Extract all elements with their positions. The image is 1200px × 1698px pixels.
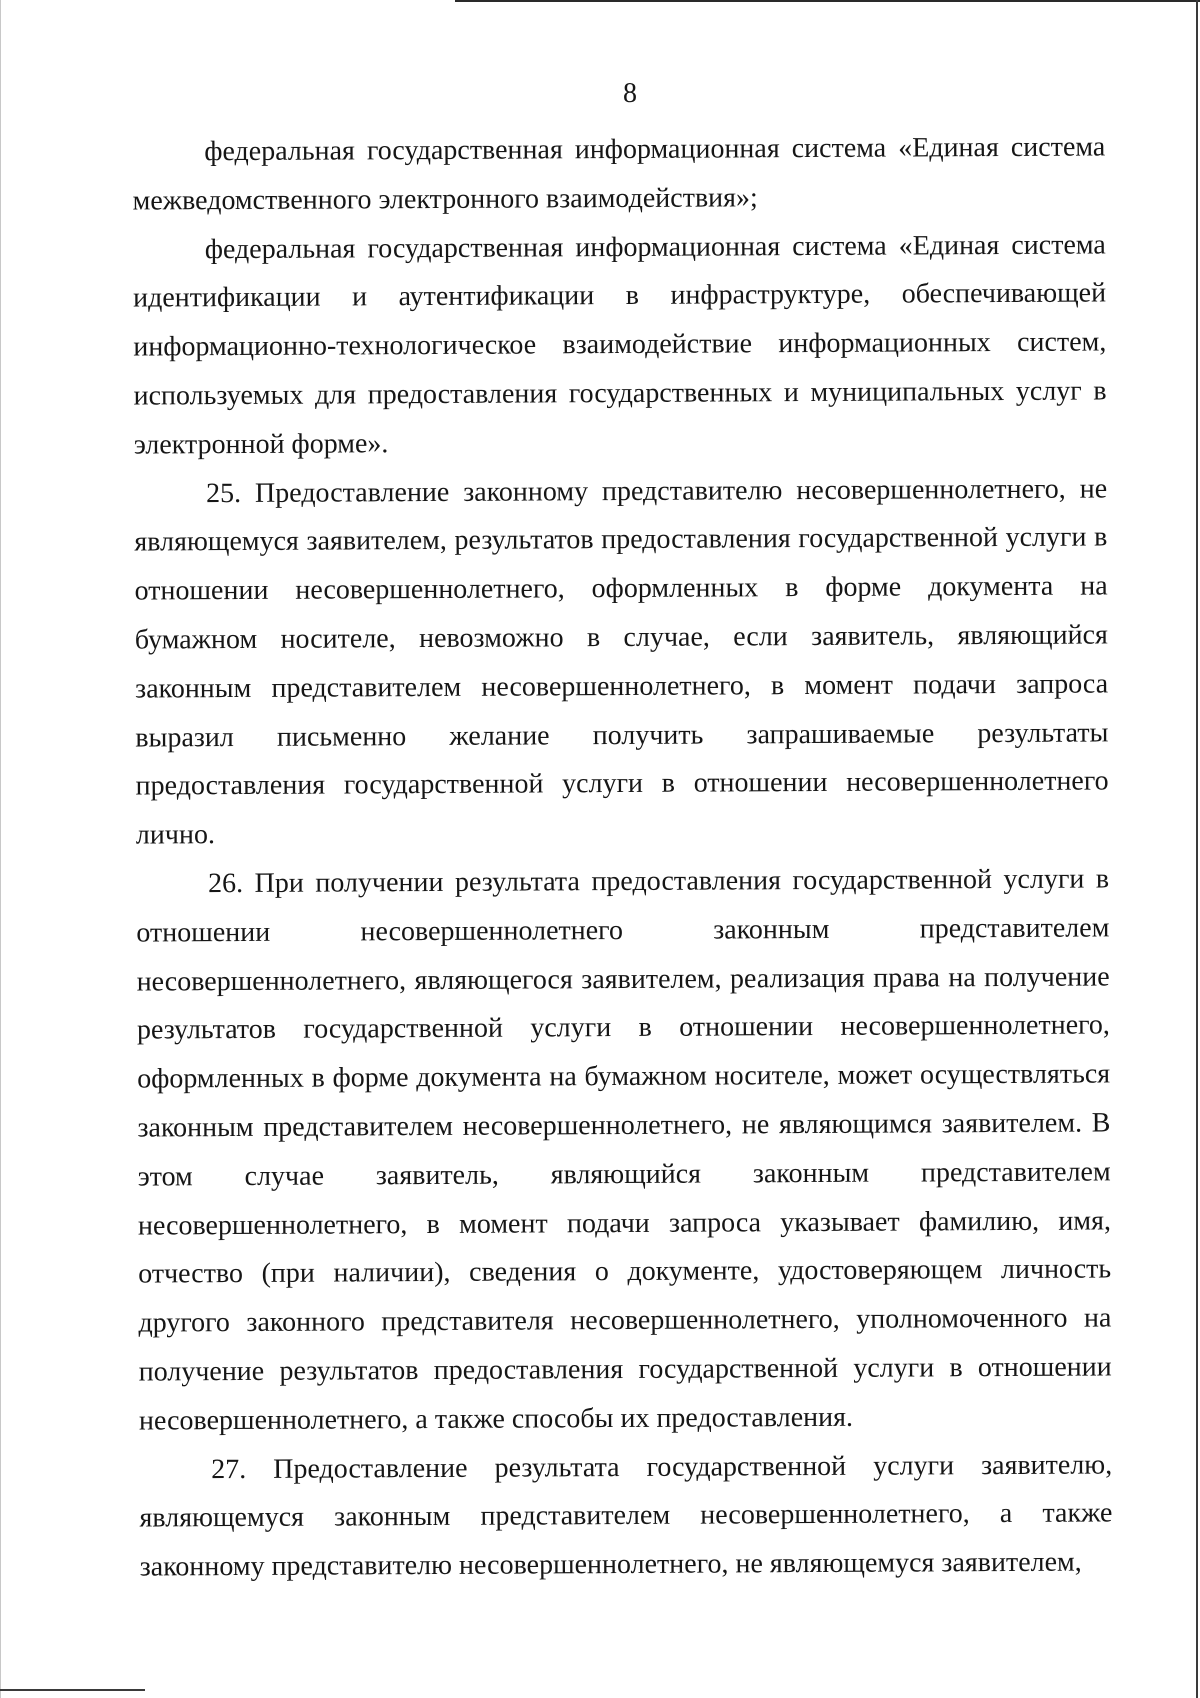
scan-edge-bottom-left	[0, 1689, 145, 1691]
scan-edge-top	[455, 0, 1200, 2]
paragraph-item-27: 27. Предоставление результата государственной услуги заявителю, являющемуся законным представителем несовершеннолетнего, а также законному представителю несовершеннолетнего, не являющемуся заявителем,	[139, 1448, 1113, 1583]
paragraph-item-25: 25. Предоставление законному представителю несовершеннолетнего, не являющемуся заявителем, результатов предоставления государственной услуги в отношении несовершеннолетнего, оформленных в форме документа на бумажном носителе, невозможно в случае, если заявитель, являющийся законным представителем несовершеннолетнего, в момент подачи запроса выразил письменно желание получить запрашиваемые результаты предоставления государственной услуги в отношении несовершеннолетнего лично.	[134, 473, 1109, 851]
paragraph-info-system-smev: федеральная государственная информационная система «Единая система межведомственного электронного взаимодействия»;	[132, 131, 1106, 217]
scan-edge-right	[1196, 0, 1198, 1698]
paragraph-item-26: 26. При получении результата предоставления государственной услуги в отношении несовершеннолетнего законным представителем несовершеннолетнего, являющегося заявителем, реализация права на получение результатов государственной услуги в отношении несовершеннолетнего, оформленных в форме документа на бумажном носителе, может осуществляться законным представителем несовершеннолетнего, не являющимся заявителем. В этом случае заявитель, являющийся законным представителем несовершеннолетнего, в момент подачи запроса указывает фамилию, имя, отчество (при наличии), сведения о документе, удостоверяющем личность другого законного представителя несовершеннолетнего, уполномоченного на получение результатов предоставления государственной услуги в отношении несовершеннолетнего, а также способы их предоставления.	[136, 863, 1112, 1437]
page-number: 8	[623, 78, 637, 109]
paragraph-info-system-esia: федеральная государственная информационная система «Единая система идентификации и аутентификации в инфраструктуре, обеспечивающей информационно-технологическое взаимодействие информационных систем, используемых для предоставления государственных и муниципальных услуг в электронной форме».	[132, 229, 1107, 461]
document-body	[132, 123, 1113, 1592]
scan-edge-left	[0, 0, 1, 1698]
